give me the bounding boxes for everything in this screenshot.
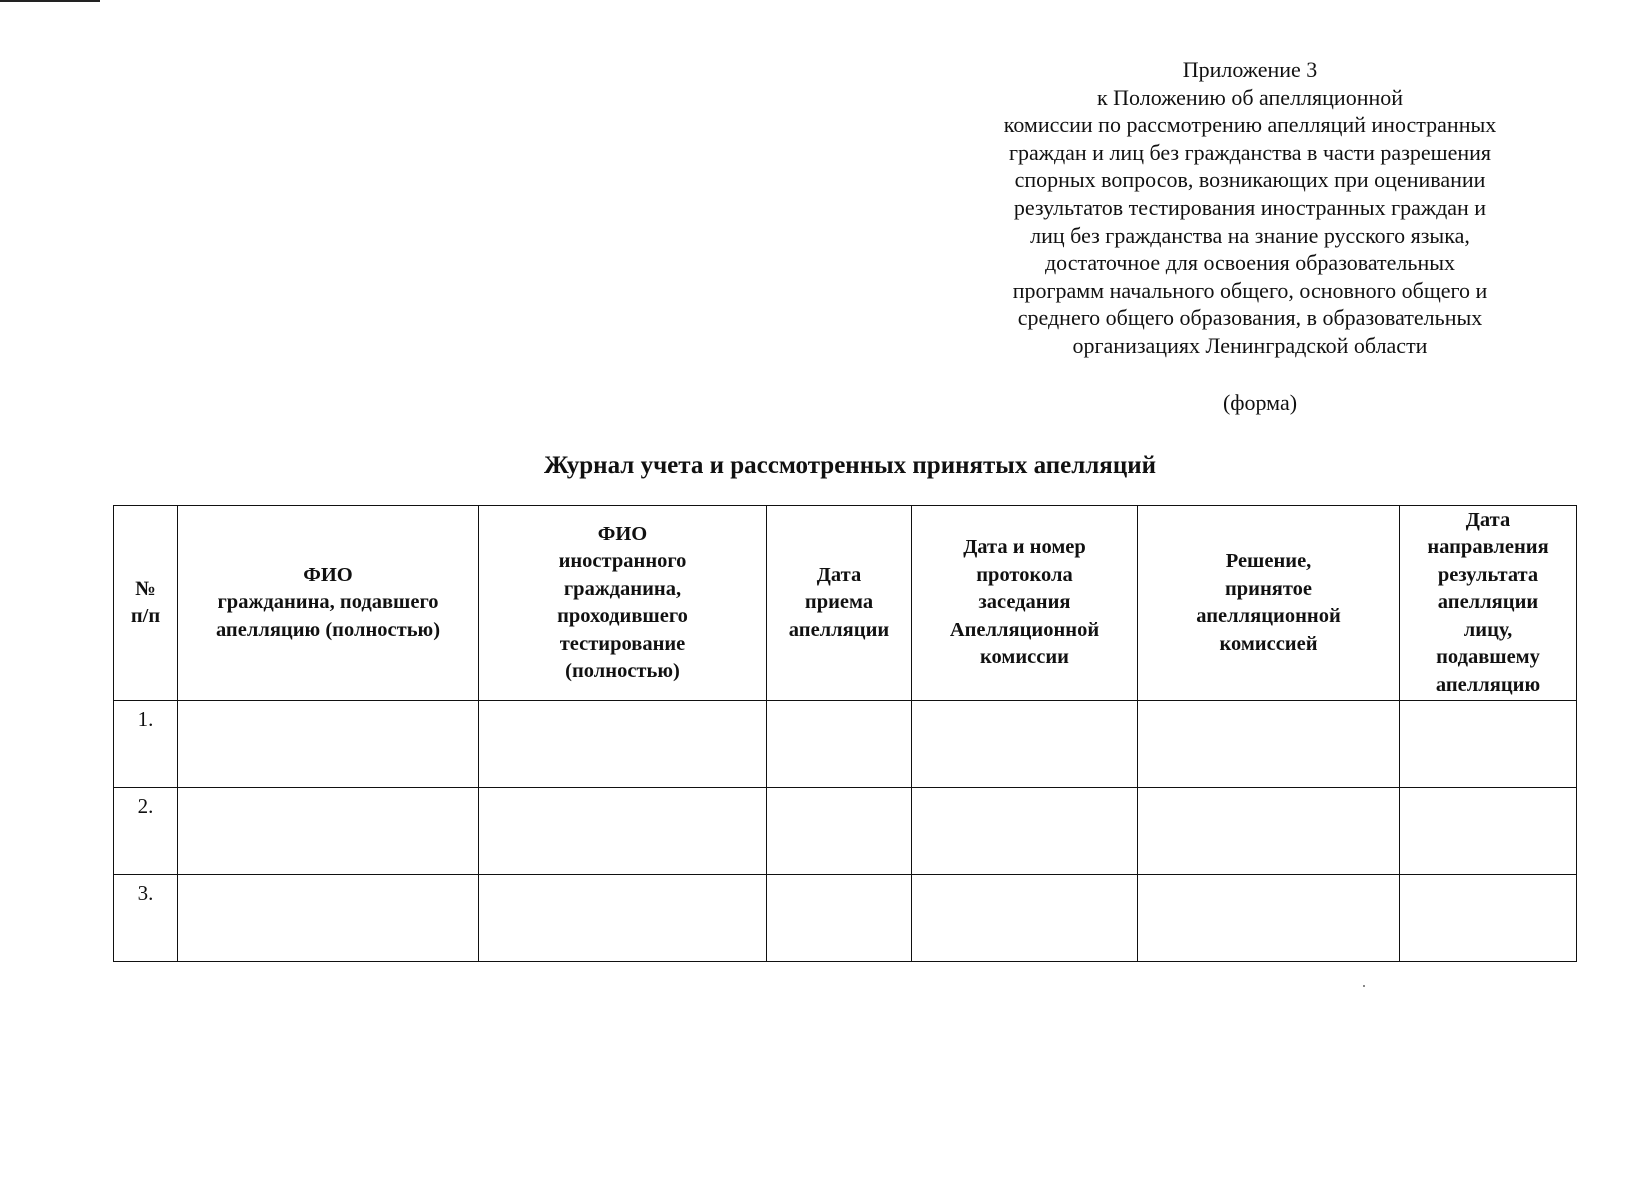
table-cell (1400, 875, 1577, 962)
table-cell (178, 788, 479, 875)
row-number-cell: 3. (114, 875, 178, 962)
table-cell (767, 875, 912, 962)
header-cell-protocol (912, 506, 1138, 701)
table-cell (178, 701, 479, 788)
form-label: (форма) (1222, 390, 1298, 415)
header-text: лицу, (1463, 618, 1513, 641)
header-cell-decision (1138, 506, 1400, 701)
header-text: результата (1437, 563, 1539, 586)
appendix-line: организациях Ленинградской области (1072, 332, 1428, 358)
header-text: гражданина, (563, 577, 682, 600)
header-text: комиссией (1219, 632, 1318, 655)
header-text: приема (804, 591, 874, 614)
header-text: Дата (816, 563, 862, 586)
table-cell (1138, 701, 1400, 788)
table-cell (767, 788, 912, 875)
header-text: Решение, (1225, 550, 1312, 572)
table-row (114, 875, 1577, 962)
header-text: ФИО (303, 563, 353, 586)
header-text: ФИО (597, 522, 648, 545)
header-text: п/п (130, 605, 161, 627)
header-text: Апелляционной (949, 618, 1100, 641)
appendix-line: спорных вопросов, возникающих при оценивании (1014, 167, 1486, 193)
header-text: Дата и номер (963, 536, 1086, 559)
table-cell (178, 875, 479, 962)
header-text: заседания (978, 591, 1071, 614)
header-cell-foreign-citizen-name (479, 506, 767, 701)
table-cell (1138, 788, 1400, 875)
table-cell (912, 701, 1138, 788)
document-title: Журнал учета и рассмотренных принятых апелляций (543, 452, 1157, 479)
header-text: Дата (1465, 508, 1511, 531)
scan-speck (1363, 985, 1365, 987)
appendix-line: граждан и лиц без гражданства в части разрешения (1008, 139, 1492, 165)
header-text: иностранного (558, 550, 687, 572)
header-text: апелляции (1437, 591, 1539, 614)
header-text: апелляцию (полностью) (215, 618, 441, 641)
header-cell-number (114, 506, 178, 701)
header-text: апелляции (788, 618, 890, 641)
header-text: апелляцию (1435, 673, 1541, 696)
header-text: подавшему (1436, 646, 1540, 669)
table-row (114, 788, 1577, 875)
table-cell (912, 788, 1138, 875)
table-cell (479, 701, 767, 788)
header-text: направления (1427, 536, 1549, 559)
appendix-line: среднего общего образования, в образовательных (1017, 305, 1483, 331)
appendix-line: лиц без гражданства на знание русского языка, (1030, 222, 1470, 248)
header-text: проходившего (557, 605, 688, 627)
appeals-journal-table (113, 505, 1577, 962)
header-text: тестирование (559, 632, 686, 655)
table-cell (912, 875, 1138, 962)
header-cell-receipt-date (767, 506, 912, 701)
appendix-line: программ начального общего, основного общего и (1012, 277, 1488, 303)
appendix-line: результатов тестирования иностранных граждан и (1013, 194, 1487, 220)
header-text: № (135, 577, 156, 600)
row-number-cell: 1. (114, 701, 178, 788)
row-number-cell: 2. (114, 788, 178, 875)
header-text: принятое (1224, 577, 1313, 600)
appendix-line: к Положению об апелляционной (1096, 84, 1404, 110)
appendix-note (980, 56, 1520, 360)
table-cell (1400, 788, 1577, 875)
table-header-row (114, 506, 1577, 701)
table-cell (1138, 875, 1400, 962)
header-text: (полностью) (565, 660, 680, 682)
table-cell (1400, 701, 1577, 788)
header-cell-applicant-name (178, 506, 479, 701)
header-cell-result-sent-date (1400, 506, 1577, 701)
appendix-line: комиссии по рассмотрению апелляций иностранных (1003, 112, 1497, 138)
header-text: гражданина, подавшего (217, 591, 439, 614)
header-text: апелляционной (1196, 605, 1341, 627)
appendix-line: Приложение 3 (1182, 57, 1318, 82)
header-text: протокола (976, 563, 1073, 586)
table-cell (479, 788, 767, 875)
appendix-line: достаточное для освоения образовательных (1044, 250, 1455, 276)
scan-corner-mark (0, 0, 100, 2)
header-text: комиссии (980, 646, 1069, 669)
table-cell (479, 875, 767, 962)
table-row (114, 701, 1577, 788)
table-cell (767, 701, 912, 788)
